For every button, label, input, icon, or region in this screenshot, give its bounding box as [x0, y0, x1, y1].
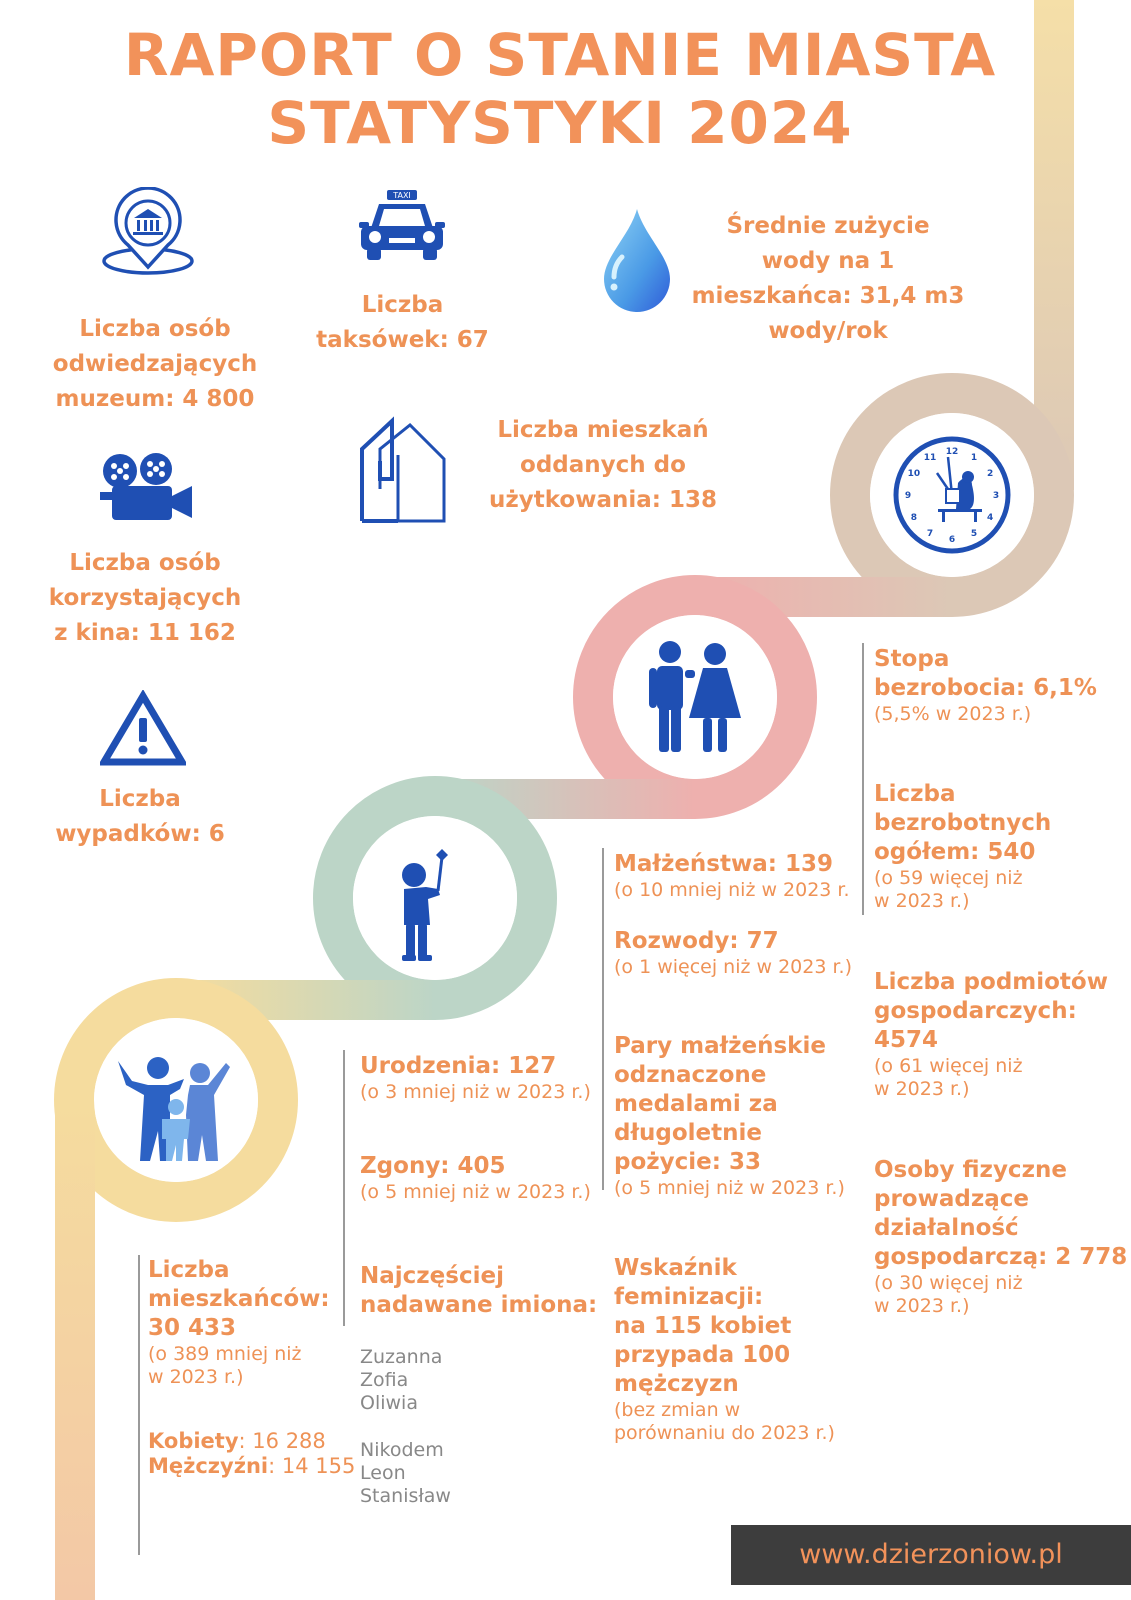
stat-sub: (o 3 mniej niż w 2023 r.): [360, 1081, 591, 1103]
stat-men: [148, 1453, 355, 1479]
stat-sub: (o 5 mniej niż w 2023 r.): [360, 1181, 591, 1203]
stat-businesses: [874, 968, 1108, 1101]
name-item: Zofia: [360, 1369, 409, 1391]
couple-icon: [645, 640, 745, 755]
stat-line: Liczba podmiotów: [874, 969, 1108, 995]
film-camera-icon: [100, 452, 195, 524]
stat-cinema-line: korzystających: [48, 585, 242, 611]
stat-museum-line: Liczba osób: [79, 316, 231, 342]
clock-number: 7: [926, 529, 934, 540]
clock-number: 10: [907, 469, 921, 479]
stat-line: Rozwody: 77: [614, 928, 779, 954]
stat-accidents: [40, 782, 240, 852]
family-icon: [118, 1055, 233, 1165]
stat-water-line: mieszkańca: 31,4 m3: [691, 283, 965, 309]
stat-cinema-line: z kina: 11 162: [54, 620, 236, 646]
clock-number: 1: [970, 452, 978, 463]
warning-icon: [100, 690, 186, 766]
stat-births: [360, 1052, 591, 1104]
boys-names-list: [360, 1439, 451, 1508]
water-drop-icon: [600, 205, 675, 315]
museum-location-icon: [100, 187, 196, 277]
stat-sub: w 2023 r.): [148, 1366, 244, 1388]
stat-women: [148, 1428, 326, 1454]
stat-line: pożycie: 33: [614, 1149, 761, 1175]
clock-icon: [892, 435, 1012, 555]
stat-cinema-line: Liczba osób: [69, 550, 221, 576]
stat-accidents-line: wypadków: 6: [55, 821, 225, 847]
stat-popular-names: [360, 1262, 597, 1320]
stat-line: 4574: [874, 1027, 939, 1053]
stat-sub: porównaniu do 2023 r.): [614, 1422, 835, 1444]
stat-line: bezrobotnych: [874, 810, 1052, 836]
stat-line: Pary małżeńskie: [614, 1033, 826, 1059]
stat-line: Urodzenia: 127: [360, 1053, 557, 1079]
stat-line: bezrobocia: 6,1%: [874, 675, 1097, 701]
stat-unemployment-rate: [874, 645, 1097, 726]
name-item: Nikodem: [360, 1439, 444, 1461]
stat-line: medalami za: [614, 1091, 778, 1117]
footer-website-link[interactable]: www.dzierzoniow.pl: [731, 1525, 1131, 1585]
clock-number: 8: [910, 513, 918, 523]
stat-flats-line: użytkowania: 138: [489, 487, 717, 513]
column-divider: [602, 848, 604, 1190]
stat-taxi-line: Liczba: [361, 292, 444, 318]
stat-taxi-line: taksówek: 67: [316, 327, 489, 353]
stat-line: mężczyzn: [614, 1371, 739, 1397]
clock-number: 3: [992, 491, 1000, 501]
column-divider: [343, 1050, 345, 1326]
house-icon: [358, 415, 448, 525]
taxi-sign-text: TAXI: [393, 191, 411, 200]
stat-line: gospodarczą: 2 778: [874, 1244, 1128, 1270]
stat-line: Liczba: [148, 1257, 230, 1283]
stat-sub: (o 59 więcej niż: [874, 867, 1023, 889]
stat-sub: (o 10 mniej niż w 2023 r.: [614, 879, 850, 901]
stat-line: Małżeństwa: 139: [614, 851, 833, 877]
stat-men-label: Mężczyźni: [148, 1454, 269, 1478]
name-item: Leon: [360, 1462, 406, 1484]
stat-water-line: wody/rok: [768, 318, 888, 344]
stat-line: ogółem: 540: [874, 839, 1036, 865]
stat-line: Liczba: [874, 781, 956, 807]
stat-line: nadawane imiona:: [360, 1292, 598, 1318]
stat-line: prowadzące: [874, 1186, 1029, 1212]
stat-flats-line: oddanych do: [520, 452, 686, 478]
stat-divorces: [614, 927, 852, 979]
stat-marriages: [614, 850, 850, 902]
stat-line: feminizacji:: [614, 1284, 764, 1310]
taxi-icon: [357, 188, 447, 264]
stat-sub: (bez zmian w: [614, 1399, 741, 1421]
stat-line: działalność: [874, 1215, 1019, 1241]
stat-museum: [40, 312, 270, 417]
stat-men-value: : 14 155: [268, 1454, 356, 1478]
stat-women-label: Kobiety: [148, 1429, 239, 1453]
clock-number: 11: [923, 452, 937, 463]
child-pinwheel-icon: [400, 845, 460, 965]
stat-flats: [478, 413, 728, 518]
name-item: Zuzanna: [360, 1346, 443, 1368]
column-divider: [862, 643, 864, 915]
page-title-line2: STATYSTYKI 2024: [267, 89, 853, 157]
stat-water-line: Średnie zużycie: [726, 213, 930, 239]
clock-number: 9: [904, 491, 912, 501]
stat-line: na 115 kobiet: [614, 1313, 792, 1339]
stat-line: Wskaźnik: [614, 1255, 737, 1281]
clock-number: 6: [948, 535, 956, 545]
stat-line: Osoby fizyczne: [874, 1157, 1067, 1183]
stat-line: 30 433: [148, 1315, 237, 1341]
clock-number: 12: [945, 447, 959, 457]
stat-taxi: [300, 288, 505, 358]
name-item: Oliwia: [360, 1392, 418, 1414]
stat-museum-line: muzeum: 4 800: [55, 386, 255, 412]
name-item: Stanisław: [360, 1485, 451, 1507]
stat-water: [683, 209, 973, 349]
clock-number: 2: [986, 469, 994, 479]
stat-line: gospodarczych:: [874, 998, 1077, 1024]
stat-women-value: : 16 288: [238, 1429, 326, 1453]
column-divider: [138, 1255, 140, 1555]
stat-sub: (o 30 więcej niż: [874, 1272, 1023, 1294]
stat-line: Stopa: [874, 646, 950, 672]
stat-line: Najczęściej: [360, 1263, 504, 1289]
stat-line: Zgony: 405: [360, 1153, 506, 1179]
stat-residents: [148, 1256, 330, 1389]
stat-medals: [614, 1032, 845, 1200]
stat-feminization: [614, 1254, 835, 1445]
stat-unemployed: [874, 780, 1051, 913]
stat-sub: (o 61 więcej niż: [874, 1055, 1023, 1077]
stat-line: przypada 100: [614, 1342, 791, 1368]
stat-sub: (o 5 mniej niż w 2023 r.): [614, 1177, 845, 1199]
girls-names-list: [360, 1346, 442, 1415]
clock-number: 5: [970, 529, 978, 540]
stat-sub: w 2023 r.): [874, 890, 970, 912]
stat-deaths: [360, 1152, 591, 1204]
stat-sub: (5,5% w 2023 r.): [874, 703, 1032, 725]
stat-line: mieszkańców:: [148, 1286, 330, 1312]
stat-individuals: [874, 1156, 1127, 1318]
stat-line: długoletnie: [614, 1120, 762, 1146]
stat-sub: (o 1 więcej niż w 2023 r.): [614, 956, 852, 978]
stat-accidents-line: Liczba: [99, 786, 181, 812]
stat-sub: (o 389 mniej niż: [148, 1343, 302, 1365]
stat-water-line: wody na 1: [761, 248, 895, 274]
stat-museum-line: odwiedzających: [52, 351, 258, 377]
stat-sub: w 2023 r.): [874, 1078, 970, 1100]
clock-number: 4: [986, 513, 994, 523]
stat-sub: w 2023 r.): [874, 1295, 970, 1317]
stat-line: odznaczone: [614, 1062, 767, 1088]
stat-cinema: [35, 546, 255, 651]
stat-flats-line: Liczba mieszkań: [497, 417, 709, 443]
page-title-line1: RAPORT O STANIE MIASTA: [123, 21, 997, 89]
